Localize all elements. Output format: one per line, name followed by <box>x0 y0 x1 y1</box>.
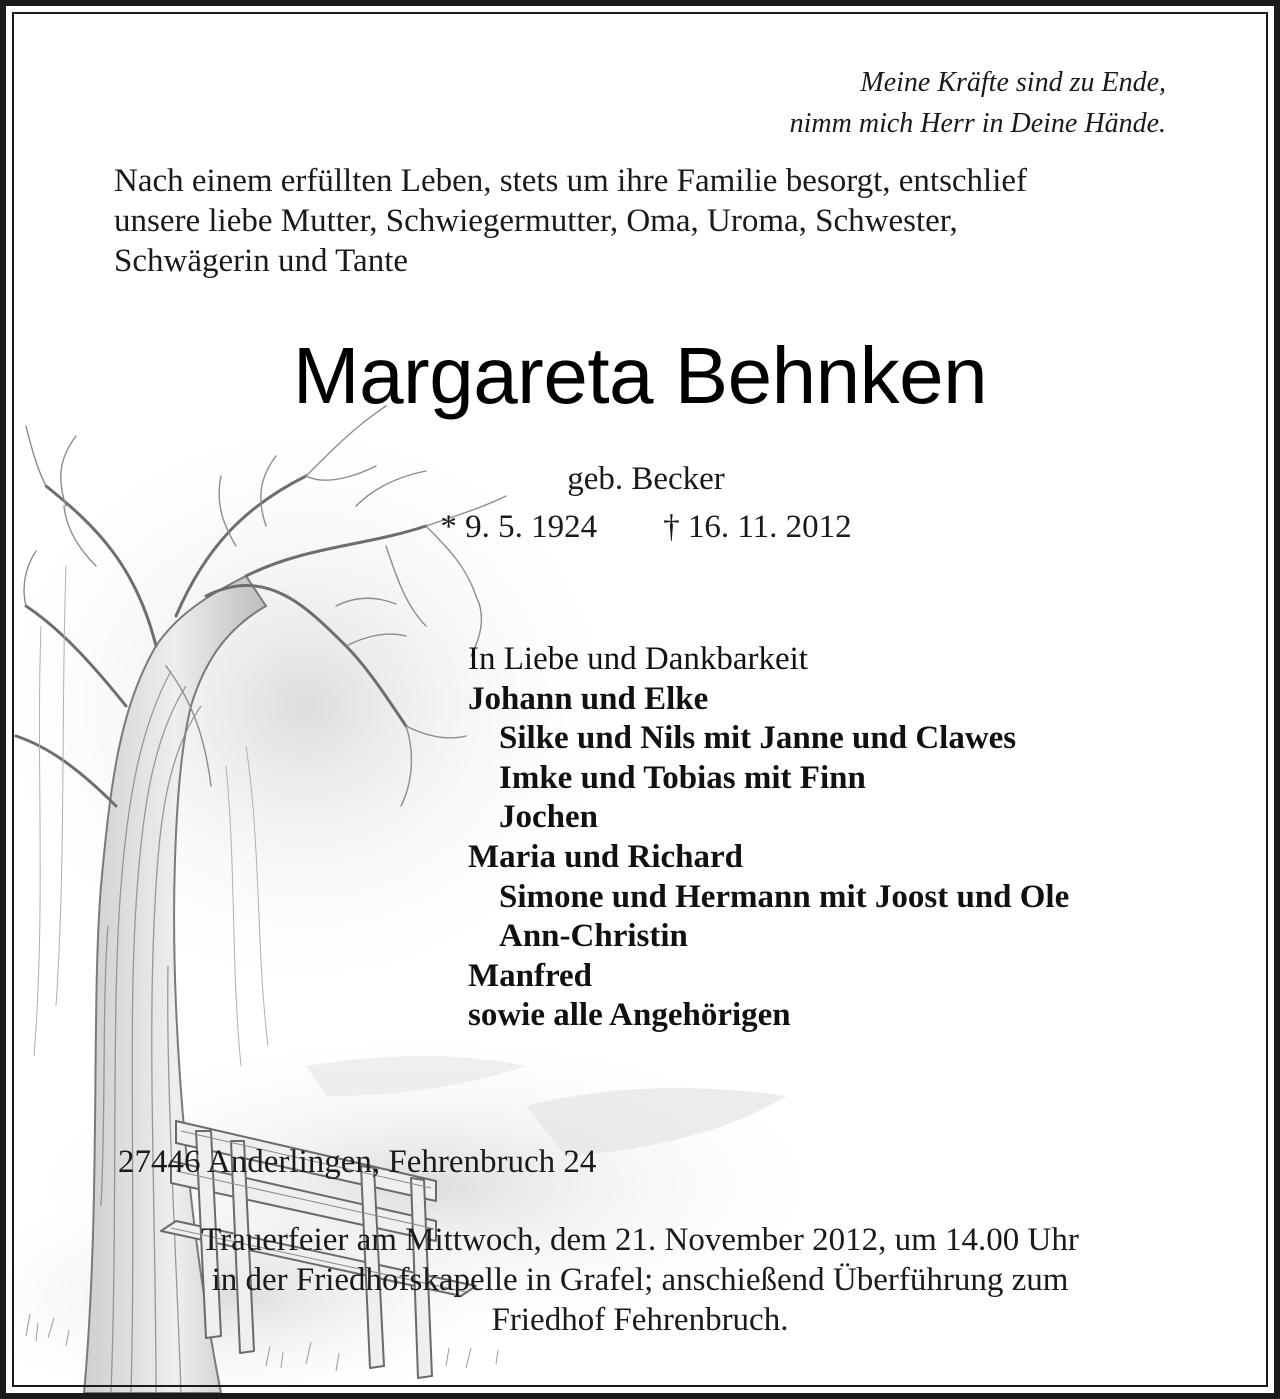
mourner-line: Jochen <box>499 799 598 836</box>
mourner-line: Ann-Christin <box>499 918 688 955</box>
motto-line: nimm mich Herr in Deine Hände. <box>789 108 1166 139</box>
intro-text <box>114 161 1174 281</box>
motto-line: Meine Kräfte sind zu Ende, <box>860 67 1166 98</box>
motto-verse <box>466 62 1166 144</box>
funeral-service-info <box>6 1220 1274 1340</box>
intro-line: Nach einem erfüllten Leben, stets um ihre Familie besorgt, entschlief <box>114 163 1028 199</box>
family-address: 27446 Anderlingen, Fehrenbruch 24 <box>118 1144 597 1180</box>
intro-line: unsere liebe Mutter, Schwiegermutter, Oma, Uroma, Schwester, <box>114 203 958 239</box>
service-line: Trauerfeier am Mittwoch, dem 21. November 2012, um 14.00 Uhr <box>201 1222 1079 1258</box>
deceased-name: Margareta Behnken <box>292 331 988 420</box>
intro-line: Schwägerin und Tante <box>114 243 409 279</box>
mourner-line: Silke und Nils mit Janne und Clawes <box>499 720 1017 757</box>
mourner-line: Maria und Richard <box>468 838 744 875</box>
mourners-list <box>468 640 1228 1036</box>
mourners-heading: In Liebe und Dankbarkeit <box>468 641 808 677</box>
service-line: Friedhof Fehrenbruch. <box>491 1302 789 1338</box>
death-date: † 16. 11. 2012 <box>663 509 852 545</box>
service-line: in der Friedhofskapelle in Grafel; anschießend Überführung zum <box>211 1262 1069 1298</box>
mourner-line: Imke und Tobias mit Finn <box>499 759 866 796</box>
mourner-line: Manfred <box>468 957 593 994</box>
mourner-line: Simone und Hermann mit Joost und Ole <box>499 878 1070 915</box>
maiden-name: geb. Becker <box>567 461 725 497</box>
birth-date: * 9. 5. 1924 <box>440 509 598 545</box>
mourner-line: sowie alle Angehörigen <box>468 997 791 1034</box>
life-dates <box>6 506 1280 548</box>
mourner-line: Johann und Elke <box>468 680 709 717</box>
